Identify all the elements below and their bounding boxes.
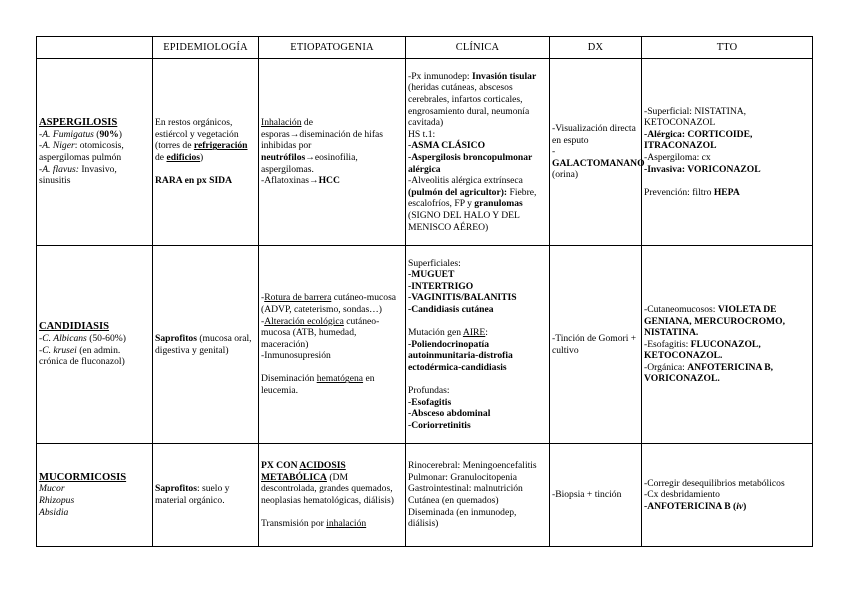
text-line	[644, 362, 810, 385]
text-line	[408, 408, 547, 420]
clinica-cell	[406, 444, 550, 547]
text-line	[155, 175, 256, 187]
text-run: (	[93, 128, 100, 140]
text-run: RARA en px SIDA	[155, 175, 233, 187]
text-line	[408, 385, 547, 397]
text-line	[261, 518, 403, 530]
header-clinica: CLÍNICA	[406, 37, 550, 59]
text-line	[261, 292, 403, 315]
text-line	[261, 175, 403, 187]
disease-cell	[37, 59, 153, 246]
text-run: Fiebre, escalofríos, FP y	[408, 186, 537, 210]
text-run: -Alveolitis alérgica extrínseca	[408, 175, 523, 187]
species-list	[39, 129, 150, 187]
text-run: GALACTOMANANO	[552, 157, 645, 169]
text-run: Mutación gen	[408, 327, 463, 339]
text-run: -	[261, 315, 265, 327]
text-run: -Biopsia + tinción	[552, 489, 622, 501]
header-dx: DX	[550, 37, 642, 59]
tto-cell	[642, 59, 813, 246]
text-run: cutáneo-mucosa (ATB, humedad, maceración)	[261, 315, 380, 350]
header-epidemiologia: EPIDEMIOLOGÍA	[153, 37, 259, 59]
text-run: :	[485, 327, 488, 339]
text-run: granulomas	[474, 198, 523, 210]
text-run: (en admin. crónica de fluconazol)	[39, 344, 125, 368]
text-run: )	[118, 128, 122, 140]
text-run: (mucosa oral, digestiva y genital)	[155, 332, 252, 356]
text-run: -A. flavus:	[39, 163, 79, 175]
text-line	[408, 292, 547, 304]
text-line	[261, 373, 403, 396]
text-run: Pulmonar: Granulocitopenia	[408, 471, 517, 483]
text-run: -	[552, 146, 556, 158]
text-line	[644, 339, 810, 362]
text-run: -Coriorretinitis	[408, 419, 471, 431]
text-run: ACIDOSIS METABÓLICA	[261, 460, 346, 483]
text-run: -A. Fumigatus	[39, 128, 94, 140]
text-run: -Tinción de Gomori + cultivo	[552, 332, 637, 356]
dx-cell	[550, 246, 642, 444]
blank-line	[261, 507, 403, 519]
text-run: PX CON	[261, 460, 300, 472]
text-line	[408, 472, 547, 484]
blank-line	[408, 316, 547, 328]
text-run: -VAGINITIS/BALANITIS	[408, 292, 517, 304]
text-line	[39, 483, 150, 495]
species-list	[39, 483, 150, 518]
text-run: en leucemia.	[261, 373, 375, 397]
text-line	[39, 495, 150, 507]
text-line	[261, 350, 403, 362]
text-line	[408, 460, 547, 472]
text-line	[644, 304, 810, 339]
text-line	[552, 333, 639, 356]
text-line	[408, 269, 547, 281]
text-line	[155, 483, 256, 506]
text-run: -Visualización directa en esputo	[552, 123, 636, 146]
text-run: -Candidiasis cutánea	[408, 303, 494, 315]
row-candidiasis	[37, 246, 813, 444]
text-run: iv	[736, 500, 744, 512]
text-run: -Aspergiloma: cx	[644, 152, 711, 163]
text-run: -Px inmunodep:	[408, 70, 472, 82]
text-run: )	[200, 152, 204, 163]
text-run: neutrófilos	[261, 152, 306, 163]
text-line	[39, 333, 150, 345]
text-run: Diseminada (en inmunodep, diálisis)	[408, 506, 517, 530]
text-run: -MUGUET	[408, 269, 455, 281]
text-run: HEPA	[713, 186, 740, 198]
text-line	[39, 507, 150, 519]
text-run: Inhalación	[261, 117, 302, 129]
text-run: Superficiales:	[408, 257, 461, 269]
text-line	[39, 345, 150, 368]
blank-line	[261, 362, 403, 374]
text-line	[155, 333, 256, 356]
text-run: →eosinofilia, aspergilomas.	[261, 152, 358, 175]
text-run: -ANFOTERICINA B (	[644, 500, 737, 512]
text-run: Transmisión por	[261, 518, 327, 530]
text-line	[644, 152, 810, 164]
blank-line	[408, 373, 547, 385]
text-line	[261, 316, 403, 351]
text-run: (pulmón del agricultor):	[408, 186, 508, 198]
text-line	[552, 123, 639, 146]
text-run: de esporas→diseminación de hifas inhibidas por	[261, 117, 384, 152]
text-line	[408, 507, 547, 530]
text-run: (SIGNO DEL HALO Y DEL MENISCO AÉREO)	[408, 209, 520, 233]
text-line	[644, 106, 810, 129]
text-run: -C. krusei	[39, 344, 77, 356]
text-line	[644, 129, 810, 152]
text-run: Alteración ecológica	[264, 315, 344, 327]
text-line	[408, 258, 547, 270]
clinica-cell	[406, 59, 550, 246]
header-etiopatogenia: ETIOPATOGENIA	[259, 37, 406, 59]
text-run: Invasión tisular	[471, 70, 537, 82]
text-run: -ASMA CLÁSICO	[408, 140, 486, 152]
text-line	[408, 339, 547, 374]
text-run: Gastrointestinal: malnutrición	[408, 483, 523, 495]
text-run: cutáneo-mucosa (ADVP, cateterismo, sondas…)	[261, 292, 397, 315]
text-run: En restos orgánicos, estiércol y vegetación (torres de	[155, 117, 239, 152]
text-line	[644, 187, 810, 199]
text-line	[408, 129, 547, 141]
row-aspergilosis	[37, 59, 813, 246]
text-line	[408, 140, 547, 152]
text-run: -Alérgica: CORTICOIDE, ITRACONAZOL	[644, 128, 753, 152]
text-run: -Poliendocrinopatía autoinmunitaria-distrofia ectodérmica-candidiasis	[408, 338, 513, 373]
dx-cell	[550, 59, 645, 246]
text-run: -Invasiva: VORICONAZOL	[644, 163, 761, 175]
text-run: Rhizopus	[39, 495, 75, 506]
text-line	[39, 140, 150, 163]
text-run: Diseminación	[261, 373, 317, 385]
text-run: Cutánea (en quemados)	[408, 495, 499, 506]
text-line	[261, 460, 403, 506]
text-line	[408, 420, 547, 432]
epidemiologia-cell	[153, 59, 259, 246]
text-run: (orina)	[552, 169, 579, 181]
text-run: Rinocerebral: Meningoencefalitis	[408, 460, 537, 472]
text-line	[644, 489, 810, 501]
text-run: 90%	[99, 128, 119, 140]
text-run: )	[743, 500, 747, 512]
tto-cell	[642, 246, 813, 444]
clinica-cell	[406, 246, 550, 444]
text-run: (heridas cutáneas, abscesos cerebrales, infartos corticales, engrosamiento dural, neumonía cavitada)	[408, 82, 530, 129]
text-run: Saprofitos	[155, 483, 197, 495]
text-run: -Absceso abdominal	[408, 408, 491, 420]
text-line	[408, 71, 547, 129]
text-line	[261, 117, 403, 175]
text-line	[39, 129, 150, 141]
text-run: refrigeración	[193, 140, 248, 152]
blank-line	[644, 175, 810, 187]
text-run: (DM descontrolada, grandes quemados, neoplasias hematológicas, diálisis)	[261, 471, 394, 506]
text-line	[644, 164, 810, 176]
text-run: -Aspergilosis broncopulmonar alérgica	[408, 152, 533, 175]
row-mucormicosis	[37, 444, 813, 547]
text-run: -	[261, 292, 265, 304]
text-line	[644, 478, 810, 490]
text-run: -Superficial: NISTATINA, KETOCONAZOL	[644, 105, 747, 129]
disease-name: ASPERGILOSIS	[39, 117, 118, 129]
text-run: Rotura de barrera	[264, 292, 332, 304]
text-run: edificios	[166, 152, 201, 163]
text-run: -Cutaneomucosos:	[644, 303, 718, 315]
header-row	[37, 37, 813, 59]
text-line	[408, 397, 547, 409]
dx-cell	[550, 444, 642, 547]
text-run: Absidia	[39, 506, 69, 518]
text-line	[408, 304, 547, 316]
epidemiologia-cell	[153, 246, 259, 444]
text-run: -A. Niger	[39, 140, 75, 152]
text-line	[408, 175, 547, 233]
text-run: de	[155, 152, 167, 163]
fungal-infections-table	[36, 36, 813, 547]
text-run: -Esofagitis	[408, 396, 452, 408]
species-list	[39, 333, 150, 368]
text-line	[552, 146, 645, 181]
text-run: Prevención: filtro	[644, 186, 714, 198]
header-tto: TTO	[642, 37, 813, 59]
etiopatogenia-cell	[259, 59, 406, 246]
disease-cell	[37, 444, 153, 547]
text-run: HS t.1:	[408, 128, 436, 140]
text-run: -Cx desbridamiento	[644, 489, 720, 501]
text-line	[39, 164, 150, 187]
text-run: FLUCONAZOL, KETOCONAZOL.	[644, 338, 761, 362]
text-line	[408, 495, 547, 507]
text-run: Mucor	[39, 483, 65, 495]
text-run: -Inmunosupresión	[261, 350, 331, 362]
text-line	[408, 281, 547, 293]
text-run: : otomicosis, aspergilomas pulmón	[39, 140, 124, 163]
header-empty	[37, 37, 153, 59]
text-run: -Orgánica:	[644, 361, 688, 373]
disease-cell	[37, 246, 153, 444]
tto-cell	[642, 444, 813, 547]
text-line	[408, 152, 547, 175]
text-run: -Esofagitis:	[644, 338, 691, 350]
text-run: VIOLETA DE GENIANA, MERCUROCROMO, NISTATINA.	[644, 303, 785, 339]
text-run: hematógena	[316, 373, 364, 385]
epidemiologia-cell	[153, 444, 259, 547]
text-run: HCC	[318, 175, 340, 187]
text-line	[644, 501, 810, 513]
text-run: (50-60%)	[86, 332, 126, 344]
text-line	[408, 483, 547, 495]
text-run: -Corregir desequilibrios metabólicos	[644, 477, 785, 489]
disease-name: MUCORMICOSIS	[39, 471, 127, 483]
text-run: inhalación	[326, 518, 367, 530]
text-run: -C. Albicans	[39, 332, 87, 344]
text-run: : suelo y material orgánico.	[155, 483, 230, 506]
text-run: Profundas:	[408, 385, 450, 397]
etiopatogenia-cell	[259, 246, 406, 444]
text-run: -INTERTRIGO	[408, 280, 474, 292]
text-run: AIRE	[462, 327, 486, 339]
text-run: -Aflatoxinas→	[261, 175, 319, 187]
text-line	[408, 327, 547, 339]
etiopatogenia-cell	[259, 444, 406, 547]
text-run: Saprofitos	[155, 332, 197, 344]
text-run: Invasivo, sinusitis	[39, 163, 117, 187]
blank-line	[155, 164, 256, 176]
text-run: ANFOTERICINA B, VORICONAZOL.	[644, 361, 774, 385]
text-line	[552, 489, 639, 501]
disease-name: CANDIDIASIS	[39, 321, 110, 333]
text-line	[155, 117, 256, 163]
